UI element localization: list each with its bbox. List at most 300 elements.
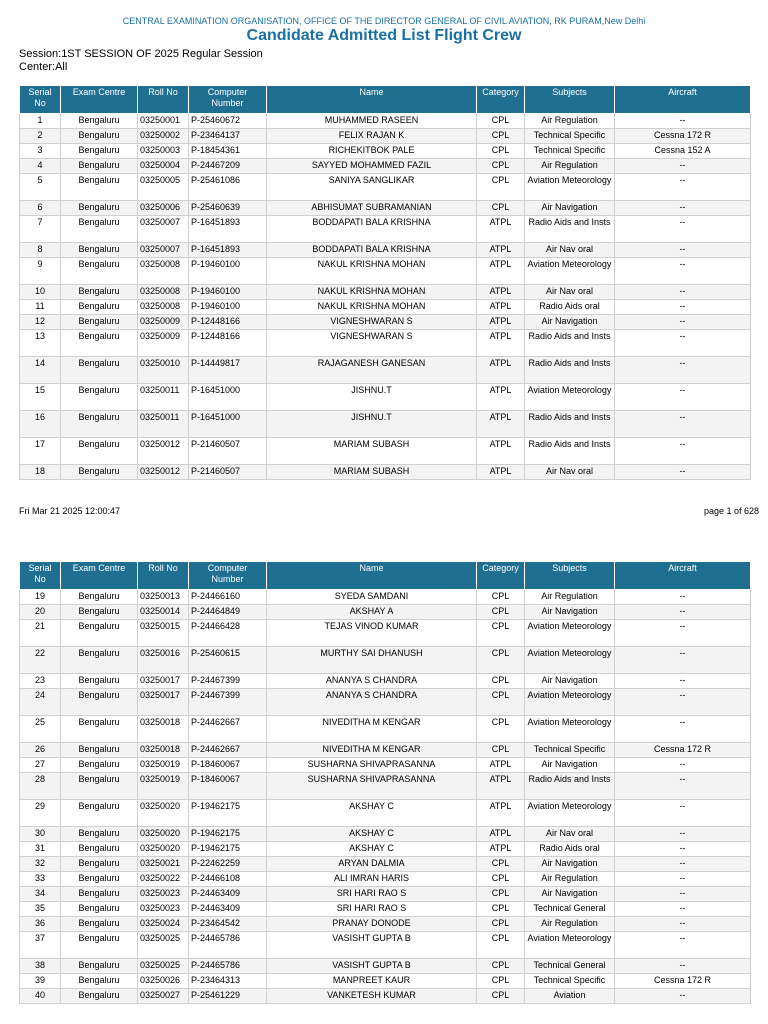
cell-computer-number: P-24467399 [189,689,267,716]
cell-roll-no: 03250011 [138,411,189,438]
cell-serial-no: 1 [20,114,61,129]
cell-serial-no: 4 [20,159,61,174]
cell-computer-number: P-24467209 [189,159,267,174]
cell-aircraft: -- [615,174,751,201]
table-row [20,438,751,465]
cell-serial-no: 24 [20,689,61,716]
cell-serial-no: 23 [20,674,61,689]
cell-subjects: Technical General [525,902,615,917]
cell-exam-centre: Bengaluru [61,989,138,1004]
table-row [20,243,751,258]
column-header-category: Category [477,86,525,114]
table-row [20,201,751,216]
cell-category: CPL [477,689,525,716]
cell-name: SYEDA SAMDANI [267,590,477,605]
cell-exam-centre: Bengaluru [61,144,138,159]
cell-aircraft: -- [615,315,751,330]
cell-roll-no: 03250015 [138,620,189,647]
column-header-exam-centre: Exam Centre [61,562,138,590]
cell-aircraft: -- [615,590,751,605]
cell-aircraft: -- [615,216,751,243]
cell-name: ANANYA S CHANDRA [267,689,477,716]
cell-serial-no: 15 [20,384,61,411]
cell-category: CPL [477,174,525,201]
cell-aircraft: -- [615,959,751,974]
cell-serial-no: 18 [20,465,61,480]
table-row [20,989,751,1004]
cell-roll-no: 03250017 [138,674,189,689]
cell-computer-number: P-24462667 [189,716,267,743]
cell-category: CPL [477,674,525,689]
cell-exam-centre: Bengaluru [61,300,138,315]
cell-category: ATPL [477,243,525,258]
table-row [20,357,751,384]
cell-subjects: Aviation Meteorology [525,932,615,959]
cell-serial-no: 33 [20,872,61,887]
cell-computer-number: P-19460100 [189,258,267,285]
cell-exam-centre: Bengaluru [61,590,138,605]
cell-name: JISHNU.T [267,411,477,438]
cell-exam-centre: Bengaluru [61,411,138,438]
cell-serial-no: 8 [20,243,61,258]
cell-name: AKSHAY C [267,800,477,827]
column-header-aircraft: Aircraft [615,86,751,114]
cell-name: VIGNESHWARAN S [267,330,477,357]
cell-roll-no: 03250020 [138,827,189,842]
cell-subjects: Radio Aids and Insts [525,357,615,384]
cell-serial-no: 36 [20,917,61,932]
table-row [20,258,751,285]
cell-roll-no: 03250022 [138,872,189,887]
cell-name: AKSHAY C [267,827,477,842]
cell-subjects: Aviation Meteorology [525,258,615,285]
cell-roll-no: 03250007 [138,243,189,258]
cell-subjects: Air Nav oral [525,827,615,842]
cell-exam-centre: Bengaluru [61,872,138,887]
cell-aircraft: -- [615,605,751,620]
column-header-roll-no: Roll No [138,562,189,590]
cell-category: ATPL [477,216,525,243]
cell-computer-number: P-22462259 [189,857,267,872]
cell-roll-no: 03250010 [138,357,189,384]
cell-aircraft: -- [615,716,751,743]
column-header-name: Name [267,86,477,114]
cell-aircraft: -- [615,887,751,902]
cell-aircraft: -- [615,857,751,872]
cell-roll-no: 03250025 [138,932,189,959]
cell-roll-no: 03250002 [138,129,189,144]
cell-serial-no: 39 [20,974,61,989]
cell-name: VASISHT GUPTA B [267,959,477,974]
cell-category: CPL [477,887,525,902]
cell-roll-no: 03250012 [138,465,189,480]
table-row [20,216,751,243]
cell-name: NAKUL KRISHNA MOHAN [267,285,477,300]
cell-name: MANPREET KAUR [267,974,477,989]
table-row [20,758,751,773]
cell-category: ATPL [477,258,525,285]
cell-subjects: Air Navigation [525,201,615,216]
column-header-subjects: Subjects [525,86,615,114]
table-row [20,827,751,842]
cell-roll-no: 03250026 [138,974,189,989]
table-row [20,620,751,647]
cell-exam-centre: Bengaluru [61,902,138,917]
cell-roll-no: 03250019 [138,758,189,773]
cell-computer-number: P-24464849 [189,605,267,620]
cell-name: VANKETESH KUMAR [267,989,477,1004]
table-row [20,300,751,315]
cell-subjects: Radio Aids oral [525,300,615,315]
cell-computer-number: P-24466428 [189,620,267,647]
cell-roll-no: 03250018 [138,743,189,758]
cell-computer-number: P-24466108 [189,872,267,887]
cell-computer-number: P-25461229 [189,989,267,1004]
cell-aircraft: -- [615,159,751,174]
cell-aircraft: -- [615,300,751,315]
cell-serial-no: 10 [20,285,61,300]
cell-aircraft: -- [615,800,751,827]
cell-category: CPL [477,605,525,620]
cell-category: ATPL [477,315,525,330]
cell-serial-no: 26 [20,743,61,758]
table-header-row [20,86,751,114]
table-row [20,114,751,129]
cell-name: NAKUL KRISHNA MOHAN [267,258,477,285]
cell-serial-no: 2 [20,129,61,144]
cell-subjects: Radio Aids and Insts [525,438,615,465]
cell-aircraft: -- [615,647,751,674]
table-row [20,285,751,300]
cell-aircraft: -- [615,932,751,959]
cell-subjects: Air Navigation [525,674,615,689]
cell-roll-no: 03250020 [138,800,189,827]
column-header-serial-no: Serial No [20,86,61,114]
cell-serial-no: 21 [20,620,61,647]
cell-exam-centre: Bengaluru [61,842,138,857]
cell-aircraft: Cessna 152 A [615,144,751,159]
column-header-computer-number: Computer Number [189,86,267,114]
cell-aircraft: Cessna 172 R [615,743,751,758]
cell-roll-no: 03250007 [138,216,189,243]
cell-serial-no: 16 [20,411,61,438]
column-header-subjects: Subjects [525,562,615,590]
cell-exam-centre: Bengaluru [61,827,138,842]
cell-roll-no: 03250025 [138,959,189,974]
cell-category: ATPL [477,384,525,411]
cell-computer-number: P-14449817 [189,357,267,384]
cell-subjects: Aviation Meteorology [525,384,615,411]
cell-computer-number: P-21460507 [189,465,267,480]
cell-exam-centre: Bengaluru [61,201,138,216]
cell-name: SRI HARI RAO S [267,887,477,902]
cell-subjects: Air Nav oral [525,243,615,258]
cell-computer-number: P-19462175 [189,800,267,827]
cell-aircraft: -- [615,674,751,689]
cell-computer-number: P-12448166 [189,315,267,330]
cell-aircraft: -- [615,989,751,1004]
cell-category: ATPL [477,758,525,773]
candidate-table-page-1 [19,85,751,480]
cell-exam-centre: Bengaluru [61,974,138,989]
cell-subjects: Radio Aids and Insts [525,330,615,357]
cell-aircraft: -- [615,842,751,857]
cell-exam-centre: Bengaluru [61,384,138,411]
cell-aircraft: -- [615,758,751,773]
cell-name: SUSHARNA SHIVAPRASANNA [267,773,477,800]
cell-exam-centre: Bengaluru [61,716,138,743]
cell-category: CPL [477,129,525,144]
cell-exam-centre: Bengaluru [61,689,138,716]
table-row [20,887,751,902]
table-row [20,902,751,917]
cell-serial-no: 3 [20,144,61,159]
column-header-computer-number: Computer Number [189,562,267,590]
cell-exam-centre: Bengaluru [61,114,138,129]
table-row [20,872,751,887]
cell-aircraft: -- [615,201,751,216]
cell-roll-no: 03250012 [138,438,189,465]
cell-roll-no: 03250009 [138,330,189,357]
cell-name: AKSHAY A [267,605,477,620]
table-row [20,959,751,974]
cell-name: NIVEDITHA M KENGAR [267,716,477,743]
cell-exam-centre: Bengaluru [61,357,138,384]
cell-category: ATPL [477,438,525,465]
cell-exam-centre: Bengaluru [61,129,138,144]
cell-serial-no: 30 [20,827,61,842]
table-row [20,716,751,743]
cell-exam-centre: Bengaluru [61,258,138,285]
cell-serial-no: 28 [20,773,61,800]
cell-roll-no: 03250005 [138,174,189,201]
cell-subjects: Air Navigation [525,315,615,330]
column-header-category: Category [477,562,525,590]
cell-roll-no: 03250023 [138,887,189,902]
cell-name: BODDAPATI BALA KRISHNA [267,243,477,258]
cell-subjects: Air Regulation [525,917,615,932]
cell-exam-centre: Bengaluru [61,857,138,872]
cell-aircraft: -- [615,827,751,842]
cell-name: TEJAS VINOD KUMAR [267,620,477,647]
cell-name: VASISHT GUPTA B [267,932,477,959]
cell-computer-number: P-24462667 [189,743,267,758]
cell-aircraft: Cessna 172 R [615,129,751,144]
cell-aircraft: -- [615,330,751,357]
cell-exam-centre: Bengaluru [61,159,138,174]
cell-exam-centre: Bengaluru [61,743,138,758]
cell-category: CPL [477,932,525,959]
cell-exam-centre: Bengaluru [61,285,138,300]
cell-name: JISHNU.T [267,384,477,411]
cell-exam-centre: Bengaluru [61,959,138,974]
table-row [20,384,751,411]
cell-roll-no: 03250020 [138,842,189,857]
table-row [20,689,751,716]
cell-subjects: Aviation Meteorology [525,174,615,201]
cell-serial-no: 27 [20,758,61,773]
cell-roll-no: 03250027 [138,989,189,1004]
cell-subjects: Technical General [525,959,615,974]
cell-computer-number: P-12448166 [189,330,267,357]
center-label: Center:All [19,61,68,73]
page-title: Candidate Admitted List Flight Crew [246,27,522,44]
cell-computer-number: P-24465786 [189,932,267,959]
cell-subjects: Radio Aids and Insts [525,773,615,800]
column-header-name: Name [267,562,477,590]
cell-serial-no: 22 [20,647,61,674]
cell-subjects: Air Nav oral [525,285,615,300]
cell-category: CPL [477,716,525,743]
table-row [20,857,751,872]
cell-name: NIVEDITHA M KENGAR [267,743,477,758]
cell-name: RAJAGANESH GANESAN [267,357,477,384]
cell-computer-number: P-25460639 [189,201,267,216]
table-row [20,330,751,357]
cell-serial-no: 13 [20,330,61,357]
cell-exam-centre: Bengaluru [61,605,138,620]
cell-subjects: Aviation Meteorology [525,620,615,647]
cell-roll-no: 03250023 [138,902,189,917]
cell-exam-centre: Bengaluru [61,647,138,674]
cell-roll-no: 03250008 [138,300,189,315]
cell-aircraft: -- [615,357,751,384]
cell-name: ARYAN DALMIA [267,857,477,872]
table-row [20,917,751,932]
cell-serial-no: 9 [20,258,61,285]
cell-computer-number: P-16451893 [189,243,267,258]
cell-serial-no: 5 [20,174,61,201]
cell-subjects: Air Regulation [525,590,615,605]
cell-category: CPL [477,872,525,887]
cell-name: SAYYED MOHAMMED FAZIL [267,159,477,174]
cell-serial-no: 40 [20,989,61,1004]
cell-aircraft: -- [615,902,751,917]
cell-name: VIGNESHWARAN S [267,315,477,330]
cell-name: PRANAY DONODE [267,917,477,932]
cell-name: ALI IMRAN HARIS [267,872,477,887]
cell-roll-no: 03250013 [138,590,189,605]
cell-category: CPL [477,857,525,872]
cell-roll-no: 03250001 [138,114,189,129]
cell-name: MUHAMMED RASEEN [267,114,477,129]
cell-category: ATPL [477,773,525,800]
cell-serial-no: 7 [20,216,61,243]
cell-exam-centre: Bengaluru [61,773,138,800]
cell-computer-number: P-16451893 [189,216,267,243]
cell-subjects: Technical Specific [525,144,615,159]
cell-name: RICHEKITBOK PALE [267,144,477,159]
cell-category: ATPL [477,842,525,857]
cell-computer-number: P-18460067 [189,758,267,773]
table-row [20,674,751,689]
cell-subjects: Air Nav oral [525,465,615,480]
cell-subjects: Technical Specific [525,129,615,144]
cell-category: CPL [477,959,525,974]
column-header-aircraft: Aircraft [615,562,751,590]
cell-computer-number: P-19460100 [189,285,267,300]
table-row [20,743,751,758]
cell-serial-no: 32 [20,857,61,872]
cell-name: NAKUL KRISHNA MOHAN [267,300,477,315]
table-row [20,174,751,201]
cell-category: CPL [477,989,525,1004]
column-header-roll-no: Roll No [138,86,189,114]
cell-serial-no: 29 [20,800,61,827]
cell-computer-number: P-23464137 [189,129,267,144]
cell-roll-no: 03250024 [138,917,189,932]
cell-computer-number: P-19462175 [189,827,267,842]
cell-roll-no: 03250021 [138,857,189,872]
cell-aircraft: -- [615,465,751,480]
cell-computer-number: P-24465786 [189,959,267,974]
cell-serial-no: 19 [20,590,61,605]
cell-category: ATPL [477,827,525,842]
cell-aircraft: -- [615,620,751,647]
cell-aircraft: -- [615,243,751,258]
cell-serial-no: 6 [20,201,61,216]
printed-timestamp: Fri Mar 21 2025 12:00:47 [19,506,121,516]
cell-category: CPL [477,647,525,674]
cell-aircraft: Cessna 172 R [615,974,751,989]
cell-aircraft: -- [615,773,751,800]
page-indicator: page 1 of 628 [703,506,759,516]
cell-category: CPL [477,159,525,174]
cell-computer-number: P-18454361 [189,144,267,159]
cell-exam-centre: Bengaluru [61,465,138,480]
table-row [20,974,751,989]
cell-aircraft: -- [615,411,751,438]
cell-exam-centre: Bengaluru [61,800,138,827]
cell-computer-number: P-19462175 [189,842,267,857]
cell-subjects: Aviation Meteorology [525,647,615,674]
cell-computer-number: P-25460615 [189,647,267,674]
cell-roll-no: 03250009 [138,315,189,330]
cell-name: SANIYA SANGLIKAR [267,174,477,201]
cell-roll-no: 03250016 [138,647,189,674]
table-row [20,932,751,959]
cell-category: ATPL [477,800,525,827]
cell-computer-number: P-24463409 [189,887,267,902]
table-row [20,800,751,827]
cell-exam-centre: Bengaluru [61,216,138,243]
cell-name: MARIAM SUBASH [267,438,477,465]
cell-subjects: Air Regulation [525,872,615,887]
cell-subjects: Air Navigation [525,758,615,773]
cell-category: CPL [477,201,525,216]
cell-computer-number: P-18460067 [189,773,267,800]
cell-exam-centre: Bengaluru [61,330,138,357]
column-header-exam-centre: Exam Centre [61,86,138,114]
cell-aircraft: -- [615,872,751,887]
cell-serial-no: 17 [20,438,61,465]
cell-subjects: Air Navigation [525,605,615,620]
cell-subjects: Radio Aids and Insts [525,216,615,243]
cell-exam-centre: Bengaluru [61,674,138,689]
cell-computer-number: P-23464542 [189,917,267,932]
cell-name: SRI HARI RAO S [267,902,477,917]
cell-computer-number: P-21460507 [189,438,267,465]
column-header-serial-no: Serial No [20,562,61,590]
cell-roll-no: 03250008 [138,258,189,285]
cell-category: ATPL [477,465,525,480]
cell-computer-number: P-25460672 [189,114,267,129]
cell-serial-no: 37 [20,932,61,959]
cell-serial-no: 38 [20,959,61,974]
cell-aircraft: -- [615,258,751,285]
cell-serial-no: 14 [20,357,61,384]
cell-name: FELIX RAJAN K [267,129,477,144]
